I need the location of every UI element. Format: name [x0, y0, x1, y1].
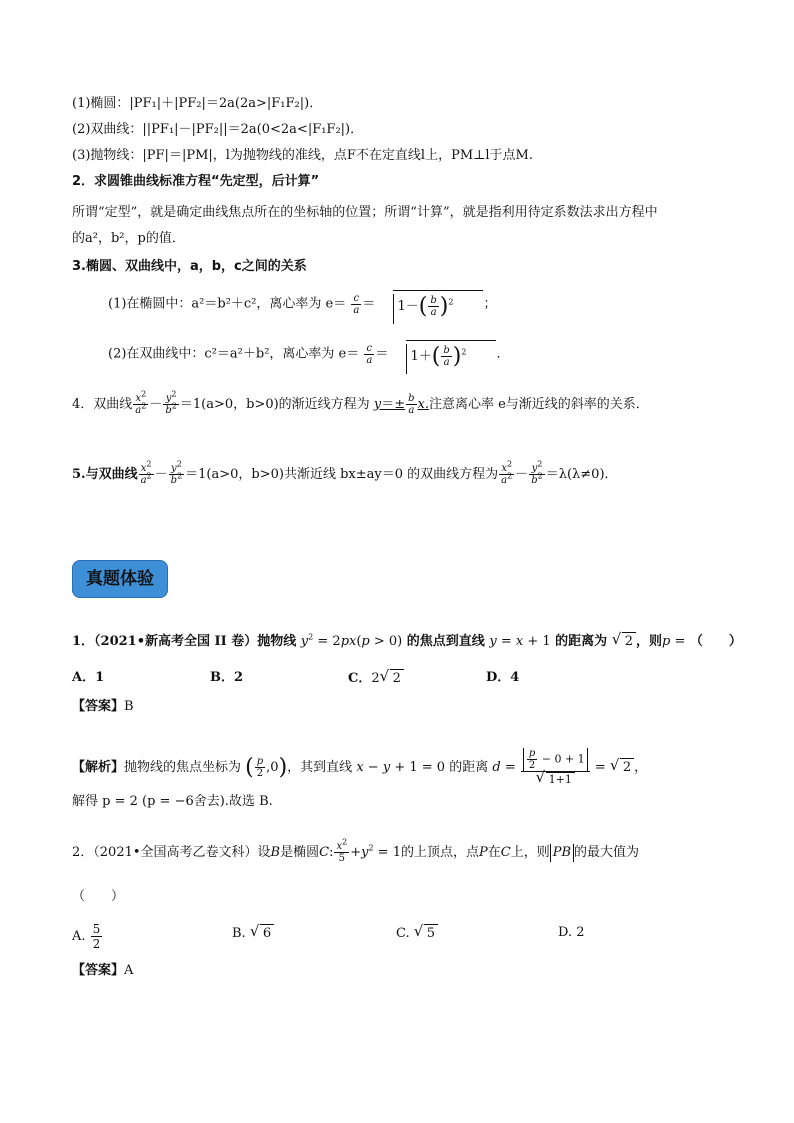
q1-answer	[72, 698, 134, 716]
heading-2: 2．求圆锥曲线标准方程“先定型，后计算”	[72, 174, 320, 189]
hyperbola-eccentricity: (2)在双曲线中：c²＝a²＋b²，离心率为 e＝ $\frac{c}{a}$ ＝ 1＋( $\frac{b}{a}$ )$^2$ ．	[108, 340, 510, 368]
answer-label: 【答案】	[72, 699, 125, 714]
analysis-mid: ，其到直线	[287, 760, 353, 775]
paragraph-2-line-2: 的a²，b²，p的值．	[72, 231, 185, 246]
heading-5-mid: ＝1(a>0，b>0)共渐近线 bx±ay＝0 的双曲线方程为	[185, 467, 499, 482]
q2-option-b-label: B.	[232, 926, 246, 941]
q1-stem-post: 的距离为	[555, 634, 608, 649]
sqrt-2: √ 2	[610, 758, 634, 777]
q2-answer	[72, 962, 133, 980]
distance-fraction: $\frac{p}{2}$ − 0 + 1 √ 1+1	[521, 748, 590, 787]
analysis-post: 的距离	[449, 760, 489, 775]
q2-option-c	[396, 924, 438, 943]
q2-stem-mid: 是椭圆	[280, 845, 320, 860]
answer-value: B	[124, 699, 134, 714]
q2-option-b	[232, 924, 274, 943]
sqrt-formula: 1＋( $\frac{b}{a}$ )$^2$	[392, 340, 496, 368]
q1-analysis: 【解析】抛物线的焦点坐标为 ( $\frac{p}{2}$ ,0)，其到直线 x − y + 1 = 0 的距离 d = $\frac{p}{2}$ − 0 + 1 √ 1+1 = √ 2 ，	[72, 748, 647, 787]
q2-option-a-label: A.	[72, 929, 86, 944]
q1-stem-end: ，则	[636, 634, 663, 649]
q2-stem-post3: 上，则	[510, 845, 550, 860]
heading-5-suffix: ＝λ(λ≠0)．	[545, 467, 618, 482]
heading-4-mid: ＝1(a>0，b>0)的渐近线方程为	[179, 397, 370, 412]
q1-option-b: B．2	[210, 670, 244, 685]
fraction-c-over-a: $\frac{c}{a}$	[353, 292, 360, 316]
q2-option-d: D. 2	[558, 925, 585, 940]
ellipse-eccentricity: (1)在椭圆中：a²＝b²＋c²，离心率为 e＝ $\frac{c}{a}$ ＝ 1－( $\frac{b}{a}$ )$^2$ ；	[108, 290, 497, 318]
fraction-c-over-a: $\frac{c}{a}$	[366, 342, 373, 366]
q1-blank: （ ）	[689, 634, 742, 649]
parabola-definition: (3)抛物线：|PF|＝|PM|，l为抛物线的准线，点F不在定直线l上，PM⊥l于点M.	[72, 148, 533, 163]
q1-conclusion: 解得 p = 2 (p = −6舍去).故选 B.	[72, 794, 273, 809]
q1-option-c: C．2√ 2	[348, 669, 404, 688]
q1-stem-prefix: 1．（2021•新高考全国 II 卷）抛物线	[72, 634, 297, 649]
answer-value: A	[124, 963, 134, 978]
q2-option-a: A. $\frac{5}{2}$	[72, 922, 101, 951]
sqrt-6: √ 6	[250, 924, 274, 943]
fraction-x2-a2: $\frac{x^2}{a^2}$	[140, 459, 152, 486]
q2-stem-post2: 在	[487, 845, 501, 860]
hyperbola-eccentricity-text: (2)在双曲线中：c²＝a²＋b²，离心率为 e＝	[108, 346, 360, 362]
fraction-y2-b2: $\frac{y^2}{b^2}$	[531, 459, 543, 486]
q1-stem-mid: 的焦点到直线	[406, 634, 485, 649]
q2-stem-end: 的最大值为	[574, 845, 640, 860]
answer-label: 【答案】	[72, 963, 125, 978]
heading-3: 3.椭圆、双曲线中，a，b，c之间的关系	[72, 259, 307, 274]
hyperbola-definition: (2)双曲线：||PF₁|－|PF₂||＝2a(0<2a<|F₁F₂|)．	[72, 122, 364, 137]
analysis-prefix: 抛物线的焦点坐标为	[124, 760, 242, 775]
fraction-y2-b2: $\frac{y^2}{b^2}$	[170, 459, 183, 486]
q1-option-c-label: C．	[348, 671, 372, 686]
heading-4: 4．双曲线 $\frac{x^2}{a^2}$ － $\frac{y^2}{b^2}$ ＝1(a>0，b>0)的渐近线方程为 y＝± $\frac{b}{a}$ x.注意离心率 e与渐近线的斜率的关系．	[72, 389, 649, 416]
ellipse-eccentricity-text: (1)在椭圆中：a²＝b²＋c²，离心率为 e＝	[108, 296, 347, 312]
q2-stem-post: 的上顶点，点	[400, 845, 479, 860]
sqrt-2: √ 2	[612, 632, 636, 651]
q2-stem-prefix: 2．（2021•全国高考乙卷文科）设	[72, 845, 271, 860]
q2-option-c-label: C.	[396, 926, 410, 941]
analysis-label: 【解析】	[72, 760, 125, 775]
sqrt-formula: 1－( $\frac{b}{a}$ )$^2$	[379, 290, 483, 318]
q2-blank: （ ）	[72, 889, 125, 904]
paragraph-2-line-1: 所谓“定型”，就是确定曲线焦点所在的坐标轴的位置；所谓“计算”，就是指利用待定系数法求出方程中	[72, 205, 658, 220]
fraction-x2-a2: $\frac{x^2}{a^2}$	[501, 459, 513, 486]
sqrt-5: √ 5	[414, 924, 438, 943]
q1-option-a: A．1	[72, 670, 105, 685]
q1-option-d: D．4	[486, 670, 520, 685]
q2-stem: 2．（2021•全国高考乙卷文科）设B是椭圆C: $\frac{x^2}{5}$ $+y^2 = 1$的上顶点，点P在C上，则 PB 的最大值为	[72, 837, 640, 864]
fraction-x2-a2: $\frac{x^2}{a^2}$	[135, 389, 147, 416]
heading-5: 5.与双曲线 $\frac{x^2}{a^2}$ － $\frac{y^2}{b^2}$ ＝1(a>0，b>0)共渐近线 bx±ay＝0 的双曲线方程为 $\frac{x^2}{a^2}$ － $\frac{y^2}{b^2}$ ＝λ(λ≠0)．	[72, 459, 618, 486]
sqrt-2: √ 2	[380, 669, 404, 688]
section-tag: 真题体验	[72, 560, 168, 598]
heading-4-suffix: 注意离心率 e与渐近线的斜率的关系．	[428, 397, 649, 412]
heading-4-prefix: 4．双曲线	[72, 397, 133, 412]
heading-5-prefix: 5.与双曲线	[72, 467, 138, 482]
ellipse-definition: (1)椭圆：|PF₁|＋|PF₂|＝2a(2a>|F₁F₂|)．	[72, 96, 323, 111]
fraction-y2-b2: $\frac{y^2}{b^2}$	[165, 389, 177, 416]
asymptote-formula: y＝± $\frac{b}{a}$ x.	[373, 393, 429, 416]
q1-stem: 1．（2021•新高考全国 II 卷）抛物线 $y^2 = 2px(p > 0)$ 的焦点到直线 y = x + 1 的距离为 √ 2 ，则p = （ ）	[72, 632, 742, 651]
